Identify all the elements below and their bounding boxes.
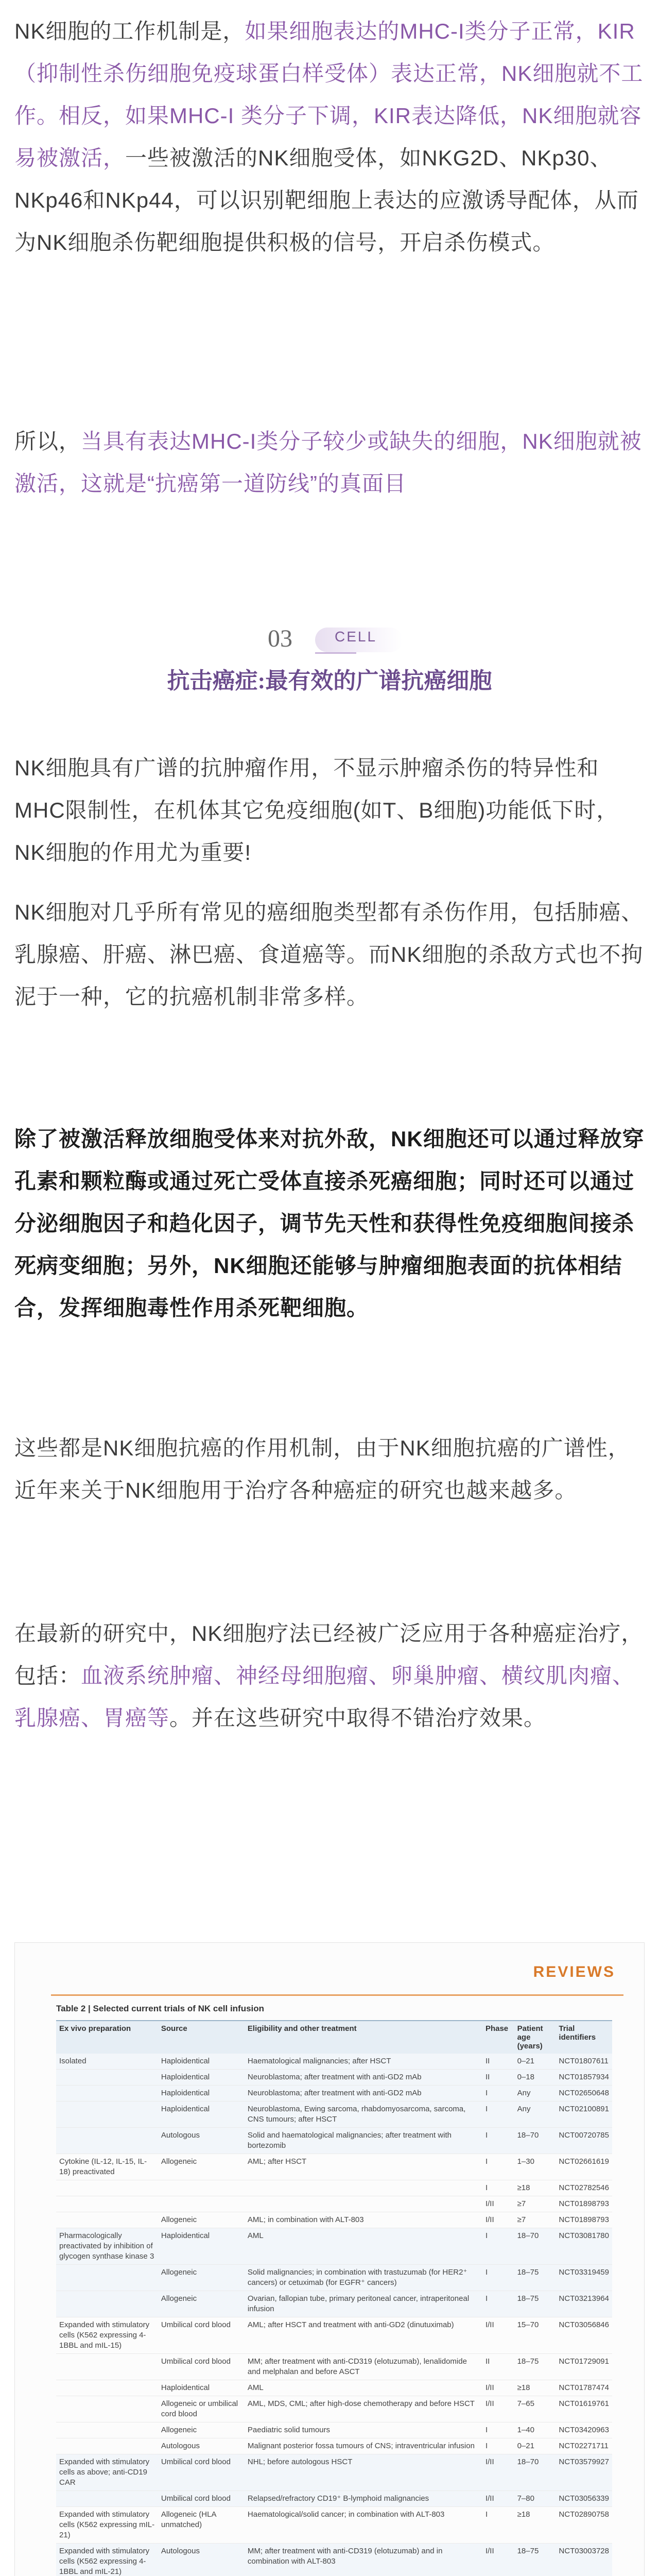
table-cell: Umbilical cord blood	[158, 2491, 245, 2507]
table-title-text: Table 2 | Selected current trials of NK cell infusion	[56, 2004, 265, 2013]
table-cell	[56, 2128, 158, 2154]
table-cell: Any	[514, 2102, 556, 2128]
text: 在最新的研究中，NK细胞疗法已经被广泛应用于各种癌症治疗，包括：	[14, 1621, 644, 1688]
table-cell: I/II	[482, 2396, 514, 2422]
table-cell: NCT03003728	[556, 2544, 612, 2576]
table-cell: 7–80	[514, 2491, 556, 2507]
table-cell: Solid malignancies; in combination with trastuzumab (for HER2⁺ cancers) or cetuximab (for EGFR⁺ cancers)	[245, 2265, 482, 2291]
table-cell: NCT03056339	[556, 2491, 612, 2507]
highlight-text: 当具有表达MHC-I类分子较少或缺失的细胞，NK细胞就被激活，这就是“抗癌第一道防线”的真面目	[14, 429, 642, 496]
section-header	[0, 623, 659, 659]
table-cell: II	[482, 2354, 514, 2380]
table-row	[56, 2454, 612, 2491]
col-header: Eligibility and other treatment	[245, 2021, 482, 2054]
table-cell: Neuroblastoma; after treatment with anti-GD2 mAb	[245, 2070, 482, 2086]
table-cell: Pharmacologically preactivated by inhibition of glycogen synthase kinase 3	[56, 2228, 158, 2265]
table-cell: Neuroblastoma, Ewing sarcoma, rhabdomyosarcoma, sarcoma, CNS tumours; after HSCT	[245, 2102, 482, 2128]
table-cell: ≥18	[514, 2380, 556, 2396]
paragraph-cancer-types: NK细胞对几乎所有常见的癌细胞类型都有杀伤作用，包括肺癌、乳腺癌、肝癌、淋巴癌、食道癌等。而NK细胞的杀敌方式也不拘泥于一种，它的抗癌机制非常多样。	[14, 900, 644, 1009]
col-header: Trial identifiers	[556, 2021, 612, 2054]
table-cell	[56, 2396, 158, 2422]
table-row	[56, 2265, 612, 2291]
table-cell	[56, 2354, 158, 2380]
table-cell: NCT02782546	[556, 2180, 612, 2196]
table-cell: Cytokine (IL-12, IL-15, IL-18) preactivated	[56, 2154, 158, 2180]
table-row	[56, 2438, 612, 2454]
table-cell: 18–70	[514, 2228, 556, 2265]
table-cell	[245, 2196, 482, 2212]
table-cell: MM; after treatment with anti-CD319 (elotuzumab), lenalidomide and melphalan and before ASCT	[245, 2354, 482, 2380]
table-cell	[56, 2212, 158, 2228]
table-cell	[56, 2491, 158, 2507]
table-cell: I	[482, 2228, 514, 2265]
table-cell: 1–30	[514, 2154, 556, 2180]
table-cell	[56, 2196, 158, 2212]
table-cell: I/II	[482, 2491, 514, 2507]
highlight-text: 血液系统肿瘤、神经母细胞瘤、卵巢肿瘤、横纹肌肉瘤、乳腺癌、胃癌等	[14, 1664, 635, 1730]
table-cell: I/II	[482, 2380, 514, 2396]
table-cell: NCT01729091	[556, 2354, 612, 2380]
table-cell: 18–75	[514, 2291, 556, 2317]
section-number: 03	[268, 625, 292, 652]
table-cell: I	[482, 2180, 514, 2196]
table-cell: ≥7	[514, 2212, 556, 2228]
table-row	[56, 2212, 612, 2228]
col-header: Phase	[482, 2021, 514, 2054]
table-cell	[245, 2180, 482, 2196]
table-cell: Autologous	[158, 2128, 245, 2154]
table-cell: NCT03579927	[556, 2454, 612, 2491]
table-cell: Ovarian, fallopian tube, primary peritoneal cancer, intraperitoneal infusion	[245, 2291, 482, 2317]
table-cell: Haploidentical	[158, 2054, 245, 2070]
table-row	[56, 2102, 612, 2128]
figure-trials-table	[14, 1942, 645, 2576]
table-cell: Allogeneic	[158, 2265, 245, 2291]
table-title	[56, 2004, 264, 2014]
table-cell: NCT00720785	[556, 2128, 612, 2154]
table-row	[56, 2128, 612, 2154]
table-row	[56, 2380, 612, 2396]
table-cell: NCT01619761	[556, 2396, 612, 2422]
table-cell: 0–21	[514, 2054, 556, 2070]
table-header-row	[56, 2021, 612, 2054]
table-cell: NCT01807611	[556, 2054, 612, 2070]
table-row	[56, 2180, 612, 2196]
table-cell: I	[482, 2265, 514, 2291]
table-cell: Haploidentical	[158, 2228, 245, 2265]
table-cell: 7–65	[514, 2396, 556, 2422]
table-cell: NCT02271711	[556, 2438, 612, 2454]
table-row	[56, 2354, 612, 2380]
table-cell: Expanded with stimulatory cells (K562 expressing mIL-21)	[56, 2507, 158, 2544]
text: NK细胞的工作机制是，	[14, 19, 245, 43]
table-cell: ≥7	[514, 2196, 556, 2212]
table-cell: II	[482, 2070, 514, 2086]
table-cell	[158, 2196, 245, 2212]
table-row	[56, 2070, 612, 2086]
text: 。并在这些研究中取得不错治疗效果。	[169, 1706, 546, 1730]
table-cell: NCT01898793	[556, 2212, 612, 2228]
table-cell: 0–21	[514, 2438, 556, 2454]
paragraph-broad-spectrum: NK细胞具有广谱的抗肿瘤作用，不显示肿瘤杀伤的特异性和MHC限制性，在机体其它免疫细胞(如T、B细胞)功能低下时，NK细胞的作用尤为重要!	[14, 756, 619, 865]
table-cell	[56, 2070, 158, 2086]
table-cell: NCT03213964	[556, 2291, 612, 2317]
table-cell: I/II	[482, 2196, 514, 2212]
header-rule	[51, 1994, 623, 1996]
table-cell: Allogeneic	[158, 2422, 245, 2438]
table-cell: Allogeneic	[158, 2212, 245, 2228]
table-row	[56, 2507, 612, 2544]
text: 所以，	[14, 429, 81, 453]
table-cell: NCT03081780	[556, 2228, 612, 2265]
table-cell: NCT02100891	[556, 2102, 612, 2128]
table-cell: Haematological/solid cancer; in combination with ALT-803	[245, 2507, 482, 2544]
table-cell: NCT01857934	[556, 2070, 612, 2086]
table-cell: Paediatric solid tumours	[245, 2422, 482, 2438]
table-cell: Umbilical cord blood	[158, 2354, 245, 2380]
paragraph-first-defense	[14, 420, 645, 505]
reviews-header: REVIEWS	[533, 1963, 615, 1980]
table-cell: Haploidentical	[158, 2380, 245, 2396]
section-pill-label: CELL	[335, 629, 377, 645]
table-cell: 15–70	[514, 2317, 556, 2354]
table-cell: Autologous	[158, 2438, 245, 2454]
table-cell: I	[482, 2154, 514, 2180]
table-cell: Any	[514, 2086, 556, 2102]
table-cell: NCT01898793	[556, 2196, 612, 2212]
table-cell: NCT01787474	[556, 2380, 612, 2396]
table-cell: ≥18	[514, 2180, 556, 2196]
table-cell: Malignant posterior fossa tumours of CNS; intraventricular infusion	[245, 2438, 482, 2454]
table-cell: NCT03056846	[556, 2317, 612, 2354]
table-cell: NCT02650648	[556, 2086, 612, 2102]
table-row	[56, 2291, 612, 2317]
table-row	[56, 2422, 612, 2438]
table-cell: Expanded with stimulatory cells (K562 expressing 4-1BBL and mIL-15)	[56, 2317, 158, 2354]
table-cell: NCT02661619	[556, 2154, 612, 2180]
table-cell: II	[482, 2054, 514, 2070]
table-cell: AML; after HSCT	[245, 2154, 482, 2180]
table-cell: I	[482, 2422, 514, 2438]
table-cell: 18–70	[514, 2128, 556, 2154]
table-cell: Haploidentical	[158, 2086, 245, 2102]
table-cell: I	[482, 2102, 514, 2128]
table-cell: 0–18	[514, 2070, 556, 2086]
table-cell: Umbilical cord blood	[158, 2317, 245, 2354]
table-cell: I/II	[482, 2544, 514, 2576]
table-cell	[56, 2291, 158, 2317]
section-title: 抗击癌症:最有效的广谱抗癌细胞	[167, 668, 492, 693]
table-cell: I	[482, 2291, 514, 2317]
table-cell: 18–75	[514, 2354, 556, 2380]
col-header: Ex vivo preparation	[56, 2021, 158, 2054]
col-header: Source	[158, 2021, 245, 2054]
table-cell: I/II	[482, 2454, 514, 2491]
table-row	[56, 2196, 612, 2212]
table-cell	[56, 2102, 158, 2128]
table-cell: NCT03319459	[556, 2265, 612, 2291]
text: 一些被激活的NK细胞受体，如NKG2D、NKp30、NKp46和NKp44，可以识别靶细胞上表达的应激诱导配体，从而为NK细胞杀伤靶细胞提供积极的信号，开启杀伤模式。	[14, 146, 639, 255]
table-cell: Umbilical cord blood	[158, 2454, 245, 2491]
table-cell: ≥18	[514, 2507, 556, 2544]
table-cell	[56, 2265, 158, 2291]
table-cell: I	[482, 2438, 514, 2454]
table-cell: Neuroblastoma; after treatment with anti-GD2 mAb	[245, 2086, 482, 2102]
table-cell: I/II	[482, 2212, 514, 2228]
table-cell: Expanded with stimulatory cells as above; anti-CD19 CAR	[56, 2454, 158, 2491]
table-row	[56, 2154, 612, 2180]
section-underline	[315, 652, 356, 654]
table-cell: NHL; before autologous HSCT	[245, 2454, 482, 2491]
table-cell: Solid and haematological malignancies; after treatment with bortezomib	[245, 2128, 482, 2154]
table-row	[56, 2317, 612, 2354]
col-header: Patient age (years)	[514, 2021, 556, 2054]
table-cell: Allogeneic (HLA unmatched)	[158, 2507, 245, 2544]
table-cell: NCT02890758	[556, 2507, 612, 2544]
table-cell: AML	[245, 2380, 482, 2396]
table-cell: AML	[245, 2228, 482, 2265]
table-cell	[56, 2086, 158, 2102]
table-cell	[56, 2180, 158, 2196]
table-cell	[158, 2180, 245, 2196]
table-cell: I/II	[482, 2317, 514, 2354]
table-cell: 18–75	[514, 2265, 556, 2291]
table-row	[56, 2054, 612, 2070]
table-cell: AML, MDS, CML; after high-dose chemotherapy and before HSCT	[245, 2396, 482, 2422]
table-cell: Haploidentical	[158, 2070, 245, 2086]
table-cell: I	[482, 2086, 514, 2102]
table-cell	[56, 2438, 158, 2454]
table-cell: I	[482, 2128, 514, 2154]
table-row	[56, 2544, 612, 2576]
table-cell: Allogeneic	[158, 2154, 245, 2180]
trials-table	[56, 2020, 612, 2576]
table-cell: 1–40	[514, 2422, 556, 2438]
table-cell: Relapsed/refractory CD19⁺ B-lymphoid malignancies	[245, 2491, 482, 2507]
table-cell: Allogeneic or umbilical cord blood	[158, 2396, 245, 2422]
table-cell: Allogeneic	[158, 2291, 245, 2317]
paragraph-research-trend: 这些都是NK细胞抗癌的作用机制，由于NK细胞抗癌的广谱性，近年来关于NK细胞用于治疗各种癌症的研究也越来越多。	[14, 1436, 630, 1502]
table-row	[56, 2491, 612, 2507]
paragraph-mechanism	[14, 10, 645, 264]
table-cell: 18–75	[514, 2544, 556, 2576]
table-cell: 18–70	[514, 2454, 556, 2491]
table-cell: NCT03420963	[556, 2422, 612, 2438]
table-cell: Haploidentical	[158, 2102, 245, 2128]
paragraph-clinical-use	[14, 1613, 645, 1739]
table-cell	[56, 2380, 158, 2396]
table-cell: MM; after treatment with anti-CD319 (elotuzumab) and in combination with ALT-803	[245, 2544, 482, 2576]
table-body	[56, 2054, 612, 2576]
table-cell: AML; in combination with ALT-803	[245, 2212, 482, 2228]
table-cell	[56, 2422, 158, 2438]
table-cell: Expanded with stimulatory cells (K562 expressing 4-1BBL and mIL-21)	[56, 2544, 158, 2576]
table-row	[56, 2086, 612, 2102]
table-cell: I	[482, 2507, 514, 2544]
table-cell: AML; after HSCT and treatment with anti-GD2 (dinutuximab)	[245, 2317, 482, 2354]
table-row	[56, 2396, 612, 2422]
highlight-text: 如果细胞表达的MHC-I类分子正常，KIR（抑制性杀伤细胞免疫球蛋白样受体）表达正常，NK细胞就不工作。相反，如果MHC-I 类分子下调，KIR表达降低，NK细胞就容易被激活，	[14, 19, 644, 170]
table-cell: Autologous	[158, 2544, 245, 2576]
table-cell: Isolated	[56, 2054, 158, 2070]
table-row	[56, 2228, 612, 2265]
table-cell: Haematological malignancies; after HSCT	[245, 2054, 482, 2070]
paragraph-killing-mechanisms: 除了被激活释放细胞受体来对抗外敌，NK细胞还可以通过释放穿孔素和颗粒酶或通过死亡受体直接杀死癌细胞；同时还可以通过分泌细胞因子和趋化因子，调节先天性和获得性免疫细胞间接杀死病变细胞；另外，NK细胞还能够与肿瘤细胞表面的抗体相结合，发挥细胞毒性作用杀死靶细胞。	[14, 1127, 645, 1320]
